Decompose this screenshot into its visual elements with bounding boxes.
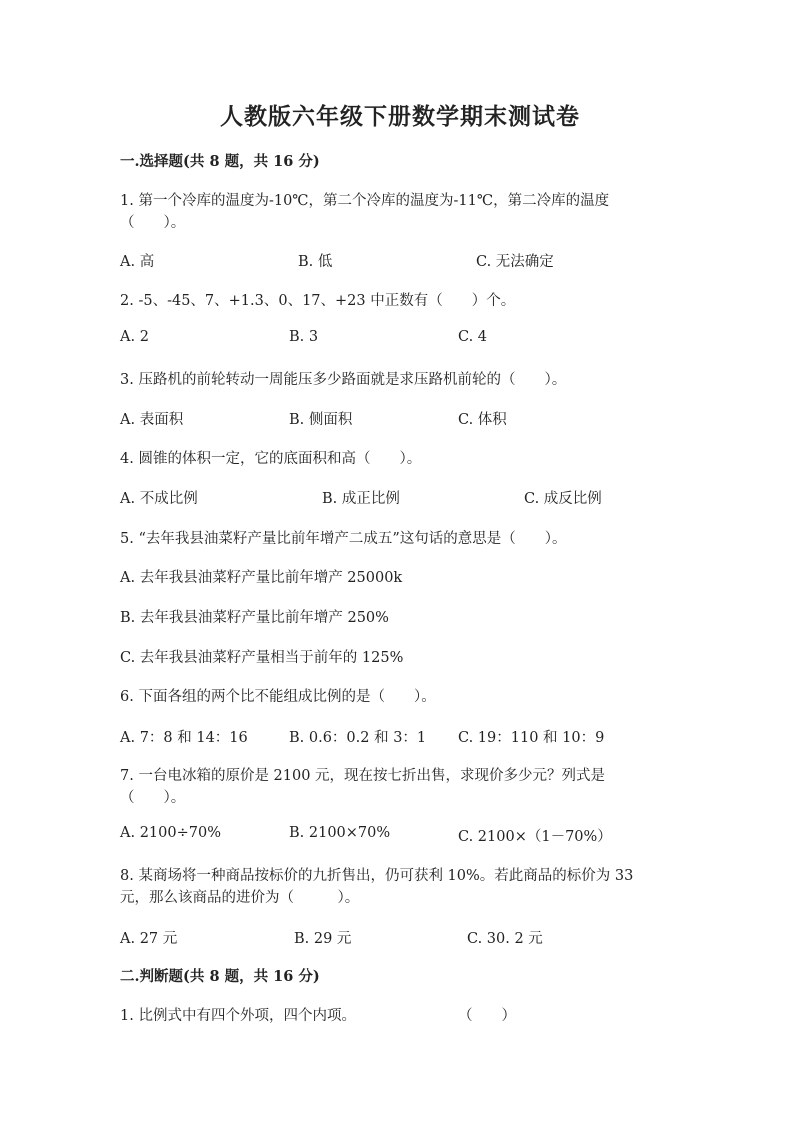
question-3-text: 3. 压路机的前轮转动一周能压多少路面就是求压路机前轮的（ ）。 (120, 372, 567, 388)
question-3-option-b: B. 侧面积 (289, 412, 353, 428)
question-1-blank: （ ）。 (120, 215, 186, 231)
question-7-option-a: A. 2100÷70% (120, 825, 221, 841)
question-6-option-a: A. 7：8 和 14：16 (120, 730, 248, 746)
question-7-text: 7. 一台电冰箱的原价是 2100 元，现在按七折出售，求现价多少元？列式是 (120, 768, 606, 784)
question-5-option-c: C. 去年我县油菜籽产量相当于前年的 125% (120, 650, 404, 666)
section-heading-choice: 一.选择题(共 8 题，共 16 分) (120, 153, 320, 170)
question-3-option-a: A. 表面积 (120, 412, 184, 428)
question-5-text: 5. “去年我县油菜籽产量比前年增产二成五”这句话的意思是（ ）。 (120, 531, 567, 547)
question-2-text: 2. -5、-45、7、+1.3、0、17、+23 中正数有（ ）个。 (120, 293, 516, 309)
question-8-option-a: A. 27 元 (120, 931, 178, 947)
question-8-text-cont: 元，那么该商品的进价为（ ）。 (120, 890, 360, 906)
question-7-option-c: C. 2100×（1－70%） (458, 829, 612, 845)
question-5-option-a: A. 去年我县油菜籽产量比前年增产 25000k (120, 570, 403, 586)
judgment-1-text: 1. 比例式中有四个外项，四个内项。 (120, 1008, 356, 1024)
question-2-option-a: A. 2 (120, 329, 149, 345)
question-1-option-c: C. 无法确定 (476, 254, 554, 270)
question-6-text: 6. 下面各组的两个比不能组成比例的是（ ）。 (120, 689, 436, 705)
question-2-option-b: B. 3 (289, 329, 319, 345)
question-7-option-b: B. 2100×70% (289, 825, 391, 841)
page-title: 人教版六年级下册数学期末测试卷 (220, 103, 580, 130)
question-2-option-c: C. 4 (458, 329, 488, 345)
question-7-blank: （ ）。 (120, 790, 186, 806)
question-8-option-b: B. 29 元 (294, 931, 352, 947)
section-heading-judgment: 二.判断题(共 8 题，共 16 分) (120, 968, 320, 985)
question-5-option-b: B. 去年我县油菜籽产量比前年增产 250% (120, 610, 389, 626)
question-4-text: 4. 圆锥的体积一定，它的底面积和高（ ）。 (120, 451, 422, 467)
question-6-option-b: B. 0.6：0.2 和 3：1 (289, 730, 427, 746)
question-4-option-a: A. 不成比例 (120, 491, 198, 507)
question-1-option-b: B. 低 (298, 254, 333, 270)
question-8-option-c: C. 30. 2 元 (467, 931, 543, 947)
question-1-option-a: A. 高 (120, 254, 155, 270)
question-1-text: 1. 第一个冷库的温度为-10℃，第二个冷库的温度为-11℃，第二冷库的温度 (120, 193, 610, 209)
question-4-option-c: C. 成反比例 (524, 491, 602, 507)
question-6-option-c: C. 19：110 和 10：9 (458, 730, 605, 746)
question-3-option-c: C. 体积 (458, 412, 507, 428)
question-8-text: 8. 某商场将一种商品按标价的九折售出，仍可获利 10%。若此商品的标价为 33 (120, 868, 634, 884)
question-4-option-b: B. 成正比例 (322, 491, 400, 507)
judgment-1-blank: （ ） (458, 1008, 516, 1024)
